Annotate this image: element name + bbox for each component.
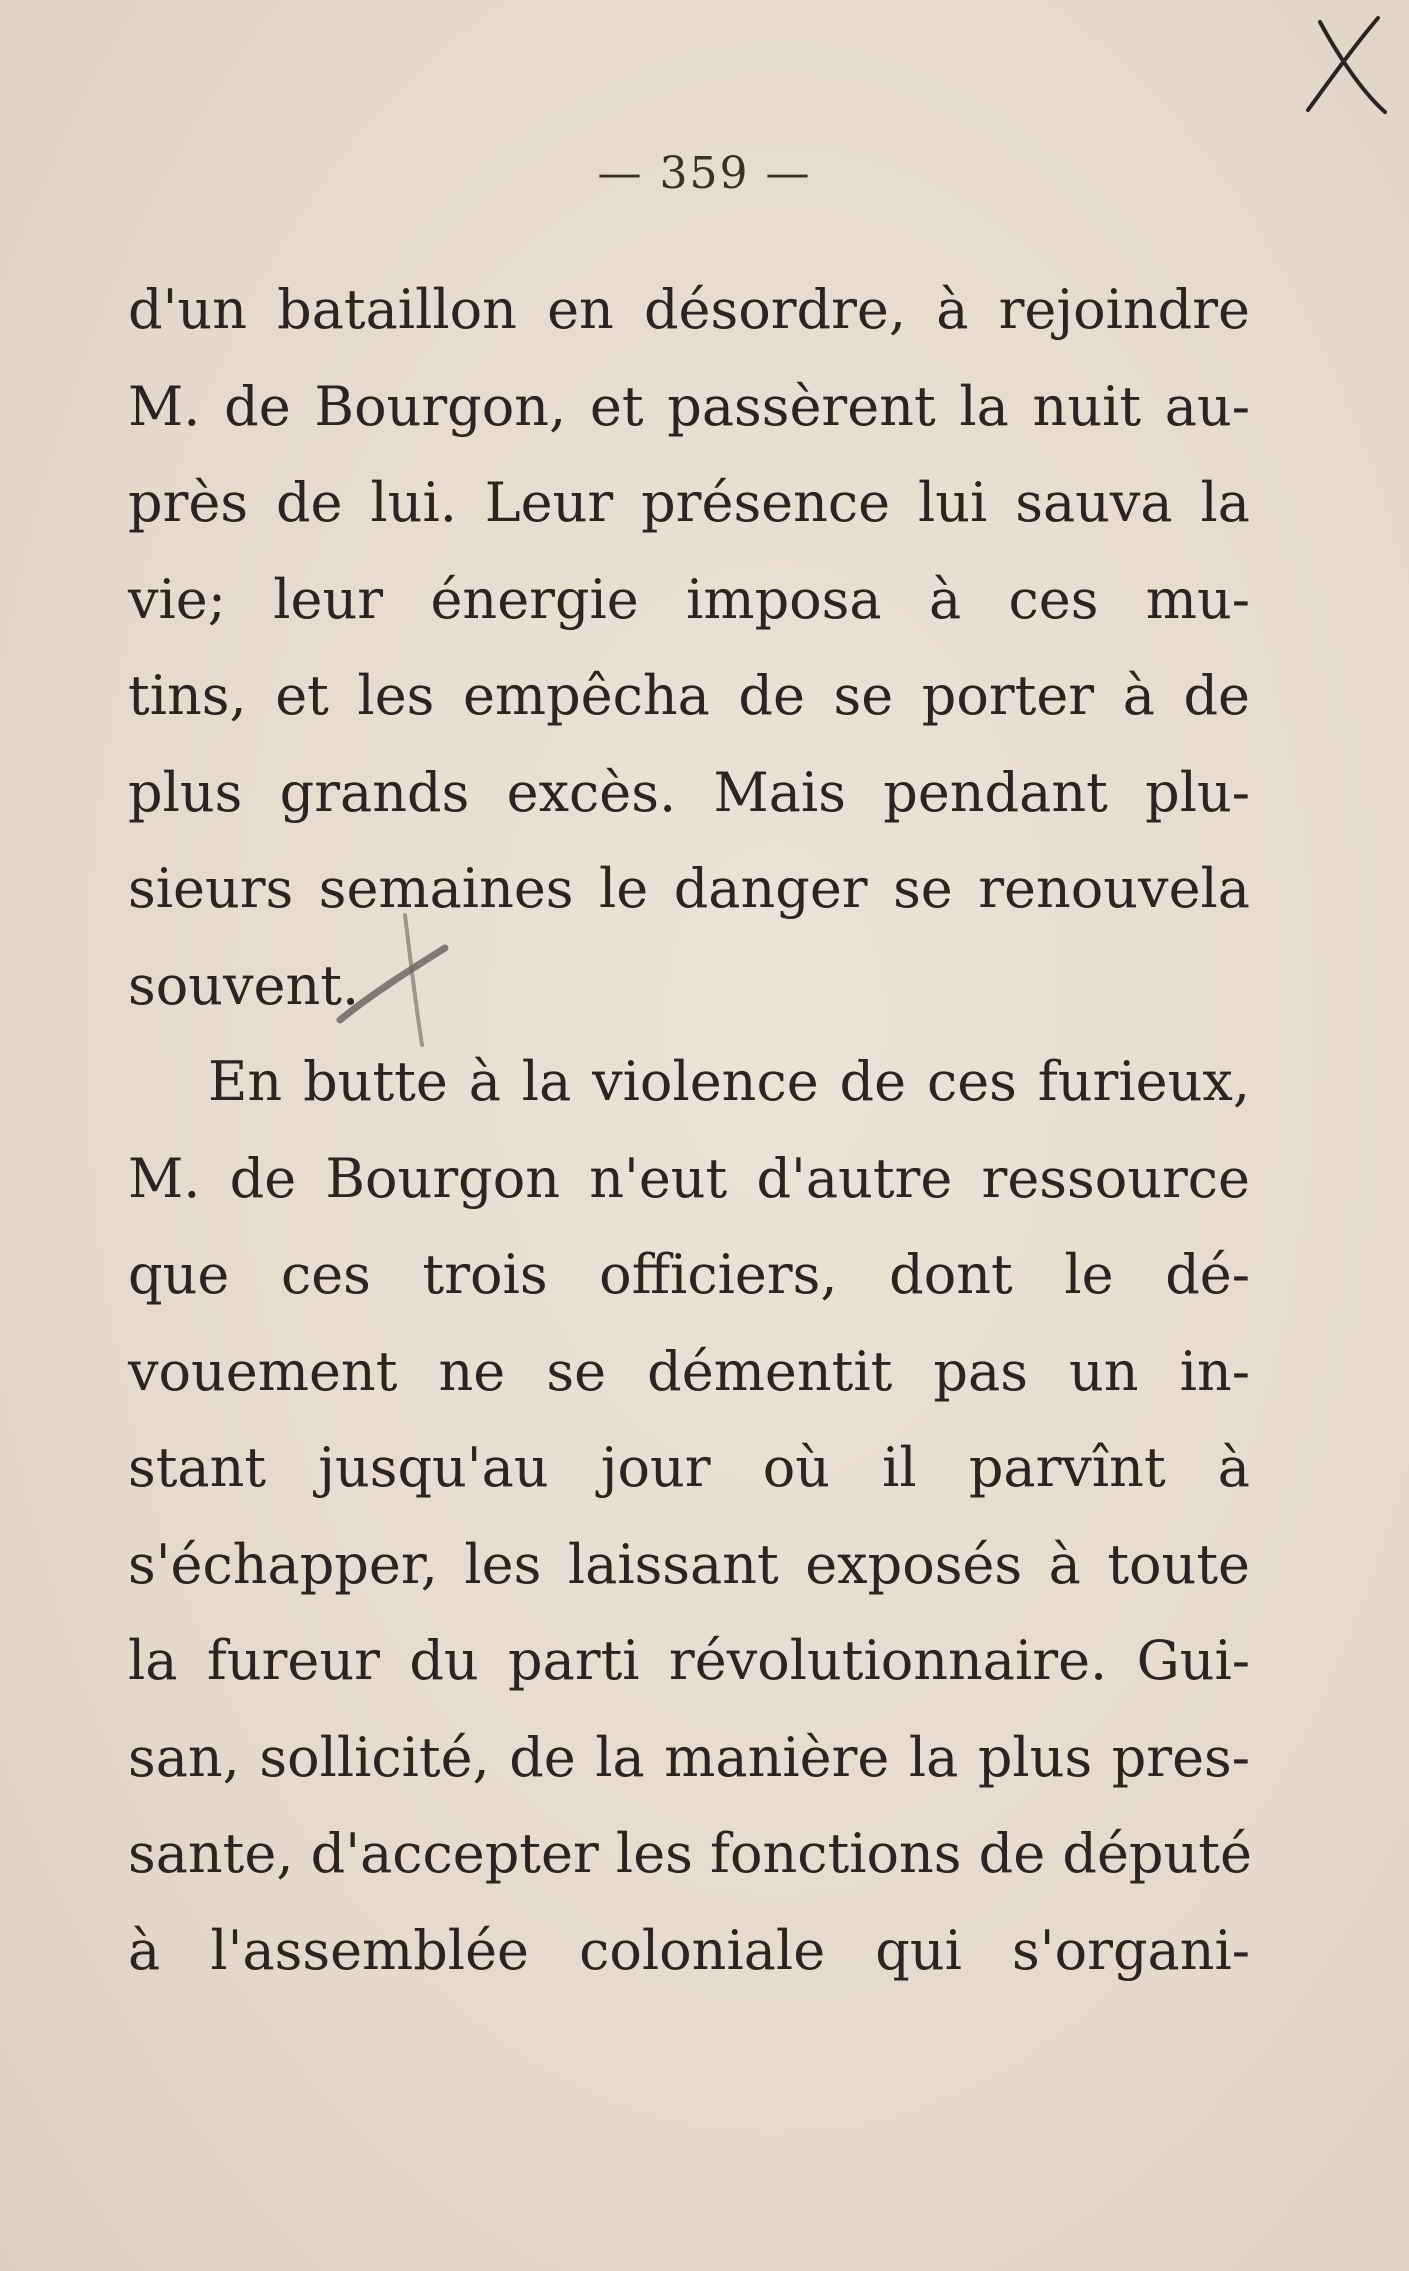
- pencil-cross-mark: [330, 910, 460, 1050]
- text-line: sante, d'accepter les fonctions de député: [128, 1822, 1252, 1885]
- text-line: vouement ne se démentit pas un in-: [128, 1339, 1250, 1403]
- text-line: plus grands excès. Mais pendant plu-: [128, 760, 1250, 824]
- page-number: — 359 —: [597, 148, 812, 199]
- text-line: près de lui. Leur présence lui sauva la: [128, 471, 1250, 534]
- text-line: à l'assemblée coloniale qui s'organi-: [128, 1918, 1250, 1982]
- handwritten-x-mark: [1290, 10, 1400, 120]
- text-line: san, sollicité, de la manière la plus pres-: [128, 1725, 1250, 1789]
- text-line: souvent.: [128, 953, 360, 1017]
- text-line: stant jusqu'au jour où il parvînt à: [128, 1436, 1250, 1499]
- body-text: [128, 262, 1250, 1999]
- text-line: vie; leur énergie imposa à ces mu-: [128, 567, 1250, 631]
- text-line: sieurs semaines le danger se renouvela: [128, 857, 1250, 920]
- text-line: s'échapper, les laissant exposés à toute: [128, 1532, 1250, 1596]
- text-line: la fureur du parti révolutionnaire. Gui-: [128, 1629, 1250, 1692]
- text-line: que ces trois officiers, dont le dé-: [128, 1243, 1250, 1306]
- text-line: tins, et les empêcha de se porter à de: [128, 664, 1250, 727]
- text-line: En butte à la violence de ces furieux,: [208, 1050, 1250, 1113]
- text-line: M. de Bourgon, et passèrent la nuit au-: [128, 374, 1250, 438]
- text-line: d'un bataillon en désordre, à rejoindre: [128, 278, 1250, 341]
- text-line: M. de Bourgon n'eut d'autre ressource: [128, 1146, 1250, 1210]
